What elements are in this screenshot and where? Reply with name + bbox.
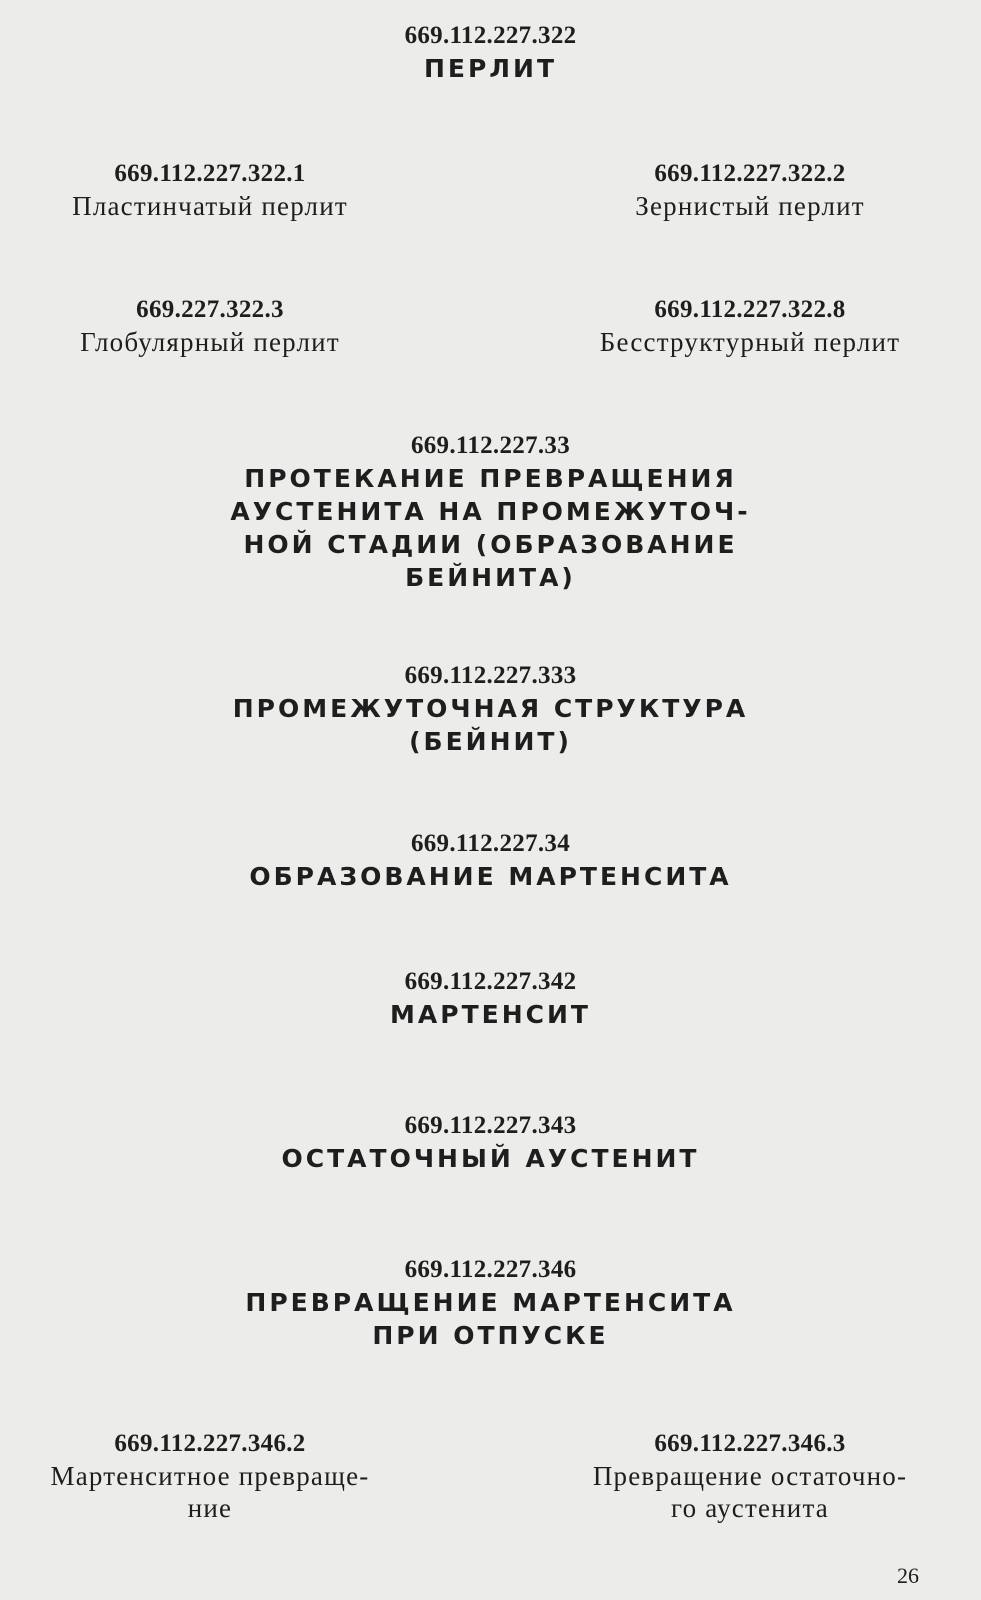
entry-lamellar-pearlite — [0, 158, 420, 222]
section-heading: ОСТАТОЧНЫЙ АУСТЕНИТ — [281, 1144, 700, 1173]
term-label: Бесструктурный перлит — [599, 327, 901, 357]
section-heading: ОБРАЗОВАНИЕ МАРТЕНСИТА — [249, 862, 732, 891]
entry-granular-pearlite — [530, 158, 970, 222]
classification-code: 669.112.227.346 — [404, 1256, 577, 1283]
classification-code: 669.112.227.34 — [410, 830, 571, 857]
section-heading: МАРТЕНСИТ — [390, 1000, 591, 1029]
entry-pearlite — [0, 20, 981, 85]
section-heading-line: АУСТЕНИТА НА ПРОМЕЖУТОЧ- — [230, 497, 751, 526]
term-label-line: го аустенита — [671, 1493, 829, 1523]
classification-code: 669.112.227.346.2 — [114, 1430, 306, 1457]
classification-code: 669.227.322.3 — [136, 296, 284, 323]
section-heading-line: БЕЙНИТА) — [405, 563, 576, 592]
entry-martensite-formation — [0, 828, 981, 893]
section-heading-line: ПРОТЕКАНИЕ ПРЕВРАЩЕНИЯ — [244, 464, 737, 493]
classification-code: 669.112.227.322 — [404, 22, 577, 49]
entry-martensitic-transformation — [0, 1428, 420, 1524]
entry-structureless-pearlite — [530, 294, 970, 358]
section-heading-line: ПРИ ОТПУСКЕ — [372, 1321, 609, 1350]
classification-code: 669.112.227.342 — [404, 968, 577, 995]
term-label: Зернистый перлит — [635, 191, 865, 221]
entry-globular-pearlite — [0, 294, 420, 358]
section-heading-line: (БЕЙНИТ) — [409, 727, 572, 756]
section-heading-line: ПРЕВРАЩЕНИЕ МАРТЕНСИТА — [245, 1288, 736, 1317]
section-heading: ПЕРЛИТ — [423, 54, 558, 83]
entry-retained-austenite — [0, 1110, 981, 1175]
page-number: 26 — [897, 1563, 919, 1588]
entry-martensite — [0, 966, 981, 1031]
classification-code: 669.112.227.346.3 — [654, 1430, 846, 1457]
classification-code: 669.112.227.322.8 — [654, 296, 846, 323]
entry-intermediate-structure — [0, 660, 981, 758]
entry-bainite-transformation — [0, 430, 981, 594]
classification-code: 669.112.227.322.2 — [654, 160, 846, 187]
term-label-line: Превращение остаточно- — [592, 1461, 908, 1491]
term-label: Глобулярный перлит — [80, 327, 340, 357]
section-heading-line: ПРОМЕЖУТОЧНАЯ СТРУКТУРА — [232, 694, 749, 723]
entry-retained-austenite-transformation — [530, 1428, 970, 1524]
entry-martensite-tempering — [0, 1254, 981, 1352]
section-heading-line: НОЙ СТАДИИ (ОБРАЗОВАНИЕ — [243, 530, 738, 559]
classification-code: 669.112.227.33 — [410, 432, 571, 459]
term-label: Пластинчатый перлит — [72, 191, 348, 221]
classification-code: 669.112.227.343 — [404, 1112, 577, 1139]
term-label-line: ние — [187, 1493, 233, 1523]
classification-code: 669.112.227.322.1 — [114, 160, 306, 187]
term-label-line: Мартенситное превраще- — [50, 1461, 370, 1491]
classification-code: 669.112.227.333 — [404, 662, 577, 689]
